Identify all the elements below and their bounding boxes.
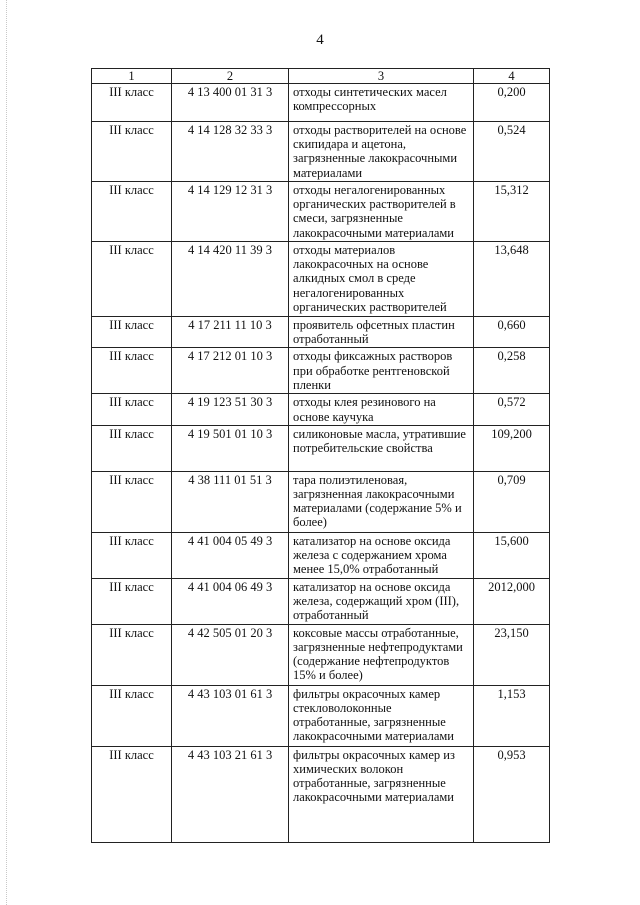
hazard-class-cell: III класс — [92, 578, 172, 624]
hazard-class-cell: III класс — [92, 685, 172, 746]
waste-code-cell: 4 43 103 21 61 3 — [172, 746, 289, 842]
waste-name-cell: фильтры окрасочных камер стекловолоконные отработанные, загрязненные лакокрасочными материалами — [289, 685, 474, 746]
waste-name-cell: отходы фиксажных растворов при обработке рентгеновской пленки — [289, 348, 474, 394]
hazard-class-cell: III класс — [92, 746, 172, 842]
waste-code-cell: 4 17 211 11 10 3 — [172, 317, 289, 348]
table-row — [92, 578, 550, 624]
table-header-row — [92, 69, 550, 84]
waste-name-cell: отходы негалогенированных органических растворителей в смеси, загрязненные лакокрасочными материалами — [289, 182, 474, 242]
waste-code-cell: 4 38 111 01 51 3 — [172, 471, 289, 532]
hazard-class-cell: III класс — [92, 471, 172, 532]
amount-cell: 2012,000 — [474, 578, 550, 624]
table-row — [92, 84, 550, 122]
waste-name-cell: отходы растворителей на основе скипидара и ацетона, загрязненные лакокрасочными материалами — [289, 122, 474, 182]
waste-code-cell: 4 17 212 01 10 3 — [172, 348, 289, 394]
waste-code-cell: 4 43 103 01 61 3 — [172, 685, 289, 746]
waste-name-cell: катализатор на основе оксида железа, содержащий хром (III), отработанный — [289, 578, 474, 624]
table-row — [92, 317, 550, 348]
waste-name-cell: отходы синтетических масел компрессорных — [289, 84, 474, 122]
hazard-class-cell: III класс — [92, 242, 172, 317]
amount-cell: 0,200 — [474, 84, 550, 122]
waste-code-cell: 4 14 128 32 33 3 — [172, 122, 289, 182]
amount-cell: 0,953 — [474, 746, 550, 842]
waste-code-cell: 4 13 400 01 31 3 — [172, 84, 289, 122]
waste-table — [91, 68, 550, 843]
amount-cell: 109,200 — [474, 425, 550, 471]
hazard-class-cell: III класс — [92, 317, 172, 348]
amount-cell: 1,153 — [474, 685, 550, 746]
page-number: 4 — [316, 32, 324, 48]
amount-cell: 15,312 — [474, 182, 550, 242]
column-header-3: 3 — [289, 69, 474, 84]
column-header-2: 2 — [172, 69, 289, 84]
scan-margin-line — [6, 0, 8, 905]
waste-code-cell: 4 41 004 05 49 3 — [172, 532, 289, 578]
table-row — [92, 348, 550, 394]
waste-name-cell: отходы клея резинового на основе каучука — [289, 394, 474, 425]
table-row — [92, 122, 550, 182]
table-row — [92, 471, 550, 532]
amount-cell: 13,648 — [474, 242, 550, 317]
table-row — [92, 746, 550, 842]
waste-code-cell: 4 19 123 51 30 3 — [172, 394, 289, 425]
table-row — [92, 242, 550, 317]
hazard-class-cell: III класс — [92, 182, 172, 242]
table-row — [92, 532, 550, 578]
waste-code-cell: 4 41 004 06 49 3 — [172, 578, 289, 624]
column-header-1: 1 — [92, 69, 172, 84]
hazard-class-cell: III класс — [92, 532, 172, 578]
waste-code-cell: 4 42 505 01 20 3 — [172, 624, 289, 685]
amount-cell: 15,600 — [474, 532, 550, 578]
table-row — [92, 624, 550, 685]
hazard-class-cell: III класс — [92, 84, 172, 122]
waste-name-cell: тара полиэтиленовая, загрязненная лакокрасочными материалами (содержание 5% и более) — [289, 471, 474, 532]
amount-cell: 23,150 — [474, 624, 550, 685]
waste-name-cell: фильтры окрасочных камер из химических волокон отработанные, загрязненные лакокрасочными материалами — [289, 746, 474, 842]
waste-name-cell: катализатор на основе оксида железа с содержанием хрома менее 15,0% отработанный — [289, 532, 474, 578]
waste-code-cell: 4 14 420 11 39 3 — [172, 242, 289, 317]
hazard-class-cell: III класс — [92, 348, 172, 394]
waste-name-cell: отходы материалов лакокрасочных на основе алкидных смол в среде негалогенированных органических растворителей — [289, 242, 474, 317]
amount-cell: 0,572 — [474, 394, 550, 425]
table-row — [92, 685, 550, 746]
hazard-class-cell: III класс — [92, 425, 172, 471]
waste-code-cell: 4 14 129 12 31 3 — [172, 182, 289, 242]
hazard-class-cell: III класс — [92, 122, 172, 182]
waste-code-cell: 4 19 501 01 10 3 — [172, 425, 289, 471]
waste-name-cell: проявитель офсетных пластин отработанный — [289, 317, 474, 348]
waste-name-cell: силиконовые масла, утратившие потребительские свойства — [289, 425, 474, 471]
table-row — [92, 182, 550, 242]
hazard-class-cell: III класс — [92, 624, 172, 685]
amount-cell: 0,258 — [474, 348, 550, 394]
amount-cell: 0,660 — [474, 317, 550, 348]
amount-cell: 0,524 — [474, 122, 550, 182]
waste-name-cell: коксовые массы отработанные, загрязненные нефтепродуктами (содержание нефтепродуктов 15% и более) — [289, 624, 474, 685]
table-row — [92, 394, 550, 425]
hazard-class-cell: III класс — [92, 394, 172, 425]
column-header-4: 4 — [474, 69, 550, 84]
table-row — [92, 425, 550, 471]
amount-cell: 0,709 — [474, 471, 550, 532]
